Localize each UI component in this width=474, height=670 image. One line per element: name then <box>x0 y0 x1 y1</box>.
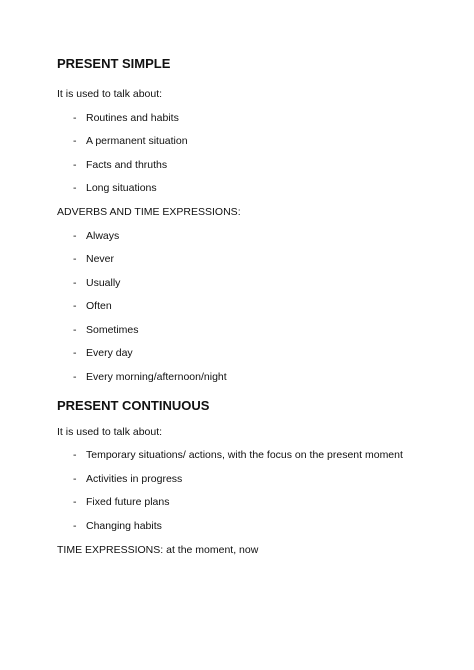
list-item: - Often <box>73 300 112 312</box>
present-simple-uses-list <box>57 112 457 196</box>
bullet-dash: - <box>73 370 77 383</box>
document-page <box>57 56 457 557</box>
list-item: - A permanent situation <box>73 135 188 147</box>
list-item: - Usually <box>73 276 121 289</box>
present-continuous-intro: It is used to talk about: <box>57 425 163 438</box>
bullet-dash: - <box>73 253 77 265</box>
bullet-dash: - <box>73 449 77 461</box>
bullet-dash: - <box>73 300 77 312</box>
list-item: - Sometimes <box>73 323 139 336</box>
bullet-dash: - <box>73 229 77 242</box>
bullet-dash: - <box>73 323 77 336</box>
present-simple-heading: PRESENT SIMPLE <box>57 56 171 71</box>
list-item: - Facts and thruths <box>73 158 168 171</box>
bullet-dash: - <box>73 158 77 171</box>
bullet-dash: - <box>73 496 77 508</box>
list-item: - Activities in progress <box>73 472 183 485</box>
list-item: - Routines and habits <box>73 111 179 124</box>
list-item: - Every morning/afternoon/night <box>73 370 227 383</box>
list-item: - Long situations <box>73 182 157 194</box>
list-item: - Every day <box>73 347 133 359</box>
present-continuous-uses-list <box>57 449 457 533</box>
list-item: - Temporary situations/ actions, with the focus on the present moment <box>73 449 403 461</box>
bullet-dash: - <box>73 182 77 194</box>
bullet-dash: - <box>73 347 77 359</box>
bullet-dash: - <box>73 135 77 147</box>
list-item: - Never <box>73 253 115 265</box>
bullet-dash: - <box>73 111 77 124</box>
bullet-dash: - <box>73 276 77 289</box>
bullet-dash: - <box>73 472 77 485</box>
bullet-dash: - <box>73 519 77 532</box>
adverbs-list <box>57 230 457 384</box>
adverbs-subheading: ADVERBS AND TIME EXPRESSIONS: <box>57 206 241 218</box>
time-expressions-line: TIME EXPRESSIONS: at the moment, now <box>57 543 259 556</box>
list-item: - Fixed future plans <box>73 496 170 508</box>
list-item: - Always <box>73 229 120 242</box>
present-simple-intro: It is used to talk about: <box>57 88 163 100</box>
list-item: - Changing habits <box>73 519 162 532</box>
present-continuous-heading: PRESENT CONTINUOUS <box>57 397 210 413</box>
